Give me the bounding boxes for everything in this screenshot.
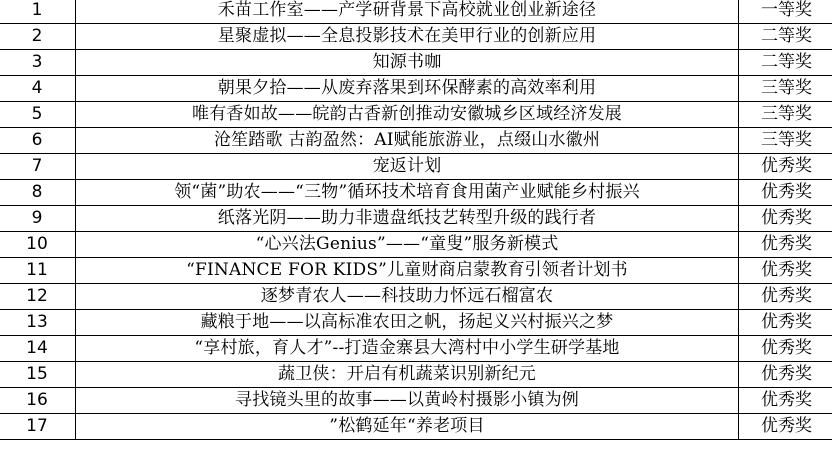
row-number-cell: 10 — [0, 232, 76, 258]
row-number-cell: 6 — [0, 128, 76, 154]
row-number-cell: 5 — [0, 102, 76, 128]
project-name-cell: ”松鹤延年“养老项目 — [76, 414, 739, 440]
table-row — [0, 232, 832, 258]
table-row — [0, 388, 832, 414]
award-level-cell: 二等奖 — [739, 50, 832, 76]
table-row — [0, 414, 832, 440]
row-number-cell: 15 — [0, 362, 76, 388]
project-name-cell: 朝果夕拾——从废弃落果到环保酵素的高效率利用 — [76, 76, 739, 102]
row-number-cell: 11 — [0, 258, 76, 284]
award-level-cell: 优秀奖 — [739, 206, 832, 232]
award-level-cell: 优秀奖 — [739, 310, 832, 336]
table-row — [0, 102, 832, 128]
project-name-cell: 逐梦青农人——科技助力怀远石榴富农 — [76, 284, 739, 310]
project-name-cell: 禾苗工作室——产学研背景下高校就业创业新途径 — [76, 0, 739, 24]
table-row — [0, 206, 832, 232]
row-number-cell: 12 — [0, 284, 76, 310]
row-number-cell: 4 — [0, 76, 76, 102]
project-name-cell: 领“菌”助农——“三物”循环技术培育食用菌产业赋能乡村振兴 — [76, 180, 739, 206]
row-number-cell: 16 — [0, 388, 76, 414]
award-level-cell: 三等奖 — [739, 102, 832, 128]
award-level-cell: 优秀奖 — [739, 258, 832, 284]
table-row — [0, 0, 832, 24]
row-number-cell: 8 — [0, 180, 76, 206]
project-name-cell: 星聚虚拟——全息投影技术在美甲行业的创新应用 — [76, 24, 739, 50]
project-name-cell: 宠返计划 — [76, 154, 739, 180]
row-number-cell: 7 — [0, 154, 76, 180]
table-row — [0, 310, 832, 336]
table-row — [0, 154, 832, 180]
award-level-cell: 三等奖 — [739, 128, 832, 154]
row-number-cell: 1 — [0, 0, 76, 24]
row-number-cell: 3 — [0, 50, 76, 76]
project-name-cell: 唯有香如故——皖韵古香新创推动安徽城乡区域经济发展 — [76, 102, 739, 128]
award-level-cell: 优秀奖 — [739, 414, 832, 440]
project-name-cell: 知源书咖 — [76, 50, 739, 76]
project-name-cell: “FINANCE FOR KIDS”儿童财商启蒙教育引领者计划书 — [76, 258, 739, 284]
row-number-cell: 9 — [0, 206, 76, 232]
row-number-cell: 13 — [0, 310, 76, 336]
project-name-cell: 沧笙踏歌 古韵盈然：AI赋能旅游业，点缀山水徽州 — [76, 128, 739, 154]
award-level-cell: 三等奖 — [739, 76, 832, 102]
table-row — [0, 128, 832, 154]
award-level-cell: 优秀奖 — [739, 284, 832, 310]
award-level-cell: 二等奖 — [739, 24, 832, 50]
table-row — [0, 24, 832, 50]
table-row — [0, 362, 832, 388]
award-level-cell: 优秀奖 — [739, 232, 832, 258]
award-level-cell: 一等奖 — [739, 0, 832, 24]
award-level-cell: 优秀奖 — [739, 180, 832, 206]
project-name-cell: 蔬卫侠：开启有机蔬菜识别新纪元 — [76, 362, 739, 388]
project-name-cell: 藏粮于地——以高标准农田之帆，扬起义兴村振兴之梦 — [76, 310, 739, 336]
row-number-cell: 17 — [0, 414, 76, 440]
table-row — [0, 284, 832, 310]
table-row — [0, 50, 832, 76]
award-level-cell: 优秀奖 — [739, 362, 832, 388]
table-row — [0, 180, 832, 206]
table-row — [0, 76, 832, 102]
row-number-cell: 2 — [0, 24, 76, 50]
project-name-cell: “心兴法Genius”——“童叟”服务新模式 — [76, 232, 739, 258]
project-name-cell: 纸落光阴——助力非遗盘纸技艺转型升级的践行者 — [76, 206, 739, 232]
row-number-cell: 14 — [0, 336, 76, 362]
award-level-cell: 优秀奖 — [739, 388, 832, 414]
table-row — [0, 336, 832, 362]
award-level-cell: 优秀奖 — [739, 336, 832, 362]
table-row — [0, 258, 832, 284]
project-name-cell: “享村旅，育人才”--打造金寨县大湾村中小学生研学基地 — [76, 336, 739, 362]
award-level-cell: 优秀奖 — [739, 154, 832, 180]
project-name-cell: 寻找镜头里的故事——以黄岭村摄影小镇为例 — [76, 388, 739, 414]
